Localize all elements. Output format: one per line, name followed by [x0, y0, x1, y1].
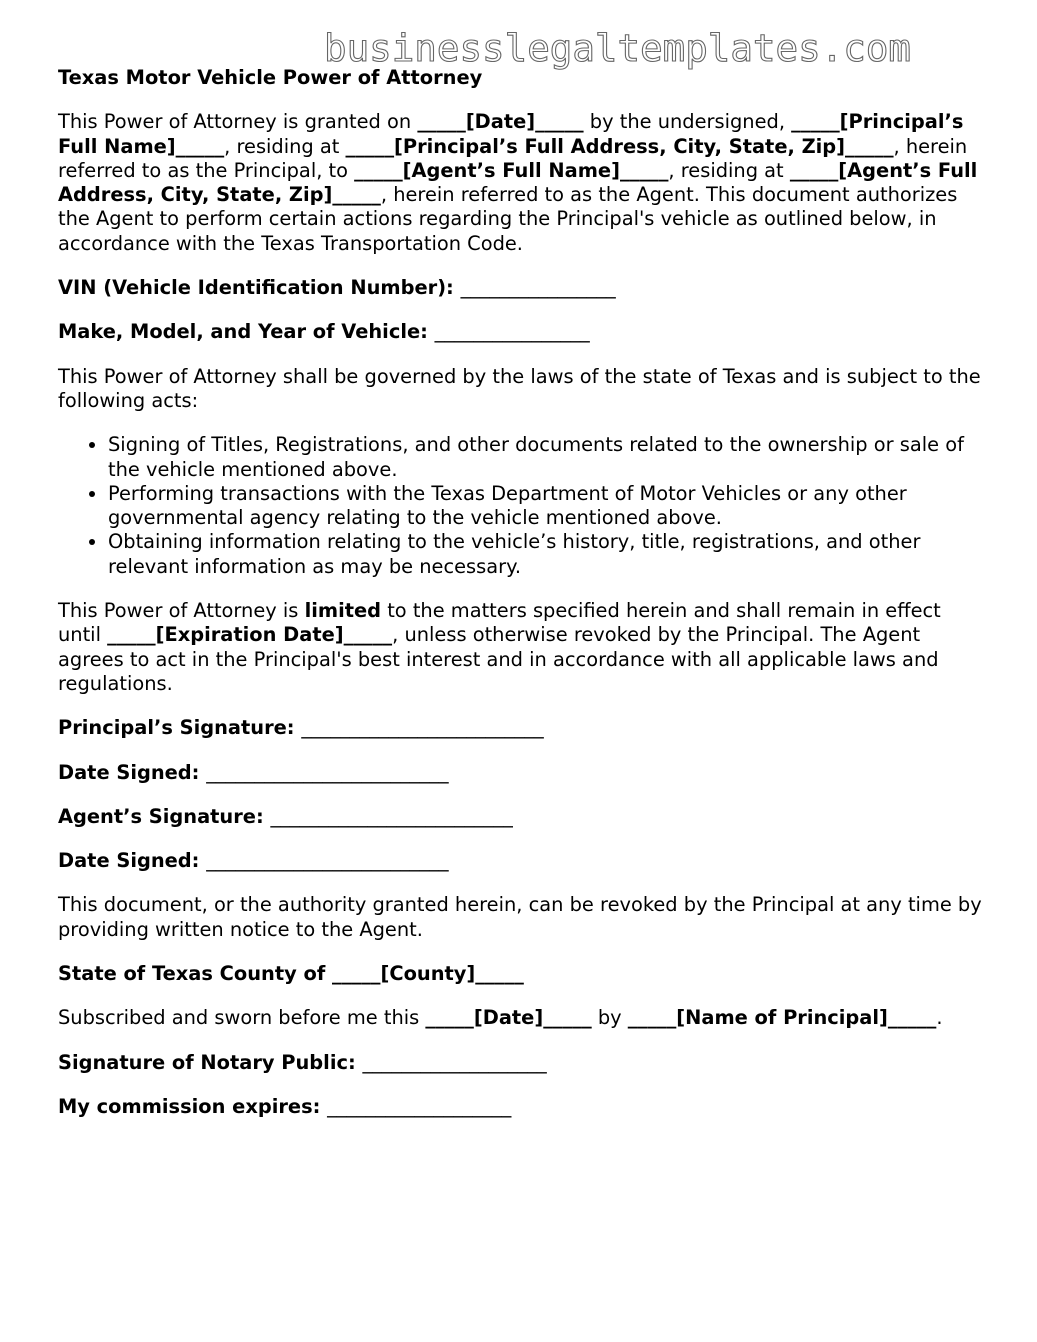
agent-signature-field: [58, 805, 988, 829]
notary-signature-blank[interactable]: ___________________: [362, 1050, 547, 1074]
principal-date-signed-field: [58, 761, 988, 785]
limited-emphasis: limited: [304, 599, 382, 623]
principal-address-placeholder: _____[Principal’s Full Address, City, State, Zip]_____: [345, 134, 894, 158]
agent-address-placeholder: _____[Agent’s Full Address, City, State, Zip]_____: [58, 158, 978, 207]
sworn-text-2: by: [591, 1006, 628, 1030]
make-model-field: [58, 320, 988, 344]
watermark-logo: businesslegaltemplates.com: [324, 26, 911, 70]
sworn-paragraph: [58, 1006, 988, 1030]
sworn-text-3: .: [936, 1006, 943, 1030]
revocation-paragraph: This document, or the authority granted herein, can be revoked by the Principal at any time by providing written notice to the Agent.: [58, 893, 982, 941]
sworn-text-1: Subscribed and sworn before me this: [58, 1006, 426, 1030]
intro-text-3: , residing at: [224, 134, 346, 158]
principal-signature-label: Principal’s Signature:: [58, 716, 302, 740]
agent-date-signed-blank[interactable]: _________________________: [206, 849, 449, 873]
principal-date-signed-label: Date Signed:: [58, 760, 207, 784]
notary-signature-field: [58, 1051, 988, 1075]
agent-date-signed-field: [58, 849, 988, 873]
agent-date-signed-label: Date Signed:: [58, 849, 207, 873]
agent-name-placeholder: _____[Agent’s Full Name]_____: [354, 158, 669, 182]
sworn-name-placeholder: _____[Name of Principal]_____: [627, 1006, 937, 1030]
intro-text-2: by the undersigned,: [583, 110, 792, 134]
agent-signature-blank[interactable]: _________________________: [270, 804, 513, 828]
vin-field: [58, 276, 988, 300]
vin-blank[interactable]: ________________: [460, 276, 616, 300]
limited-paragraph: [58, 599, 988, 696]
commission-expires-label: My commission expires:: [58, 1094, 328, 1118]
principal-name-placeholder: _____[Principal’s Full Name]_____: [58, 110, 964, 158]
principal-signature-blank[interactable]: _________________________: [301, 716, 544, 740]
document-body: [58, 66, 988, 1139]
intro-text-5: , residing at: [668, 158, 790, 182]
make-model-blank[interactable]: ________________: [434, 320, 590, 344]
expiration-date-placeholder: _____[Expiration Date]_____: [107, 623, 393, 647]
limited-text-3: , unless otherwise revoked by the Principal. The Agent agrees to act in the Principal's best interest and in accordance with all applicable laws and regulations.: [58, 623, 939, 695]
vin-label: VIN (Vehicle Identification Number):: [58, 276, 461, 300]
limited-text-1: This Power of Attorney is: [58, 599, 305, 623]
sworn-date-placeholder: _____[Date]_____: [425, 1006, 592, 1030]
acts-list: [58, 433, 988, 579]
commission-expires-field: [58, 1095, 988, 1119]
governed-paragraph: This Power of Attorney shall be governed by the laws of the state of Texas and is subject to the following acts:: [58, 364, 981, 412]
list-item: • Performing transactions with the Texas Department of Motor Vehicles or any other governmental agency relating to the vehicle mentioned above.: [108, 482, 988, 531]
intro-text-4: , herein referred to as the Principal, to: [58, 134, 968, 182]
grant-date-placeholder: _____[Date]_____: [417, 110, 584, 134]
county-line: State of Texas County of _____[County]_____: [58, 962, 524, 986]
agent-signature-label: Agent’s Signature:: [58, 804, 271, 828]
list-item: • Signing of Titles, Registrations, and other documents related to the ownership or sale of the vehicle mentioned above.: [108, 433, 988, 482]
principal-date-signed-blank[interactable]: _________________________: [206, 760, 449, 784]
notary-signature-label: Signature of Notary Public:: [58, 1050, 363, 1074]
principal-signature-field: [58, 716, 988, 740]
list-item: • Obtaining information relating to the vehicle’s history, title, registrations, and other relevant information as may be necessary.: [108, 530, 988, 579]
make-model-label: Make, Model, and Year of Vehicle:: [58, 320, 435, 344]
intro-text-1: This Power of Attorney is granted on: [58, 110, 418, 134]
limited-text-2: to the matters specified herein and shall remain in effect until: [58, 599, 941, 647]
commission-expires-blank[interactable]: ___________________: [327, 1094, 512, 1118]
document-title: Texas Motor Vehicle Power of Attorney: [58, 66, 483, 89]
intro-text-6: , herein referred to as the Agent. This document authorizes the Agent to perform certain actions regarding the Principal's vehicle as outlined below, in accordance with the Texas Transportation Code.: [58, 183, 958, 255]
intro-paragraph: [58, 110, 988, 256]
